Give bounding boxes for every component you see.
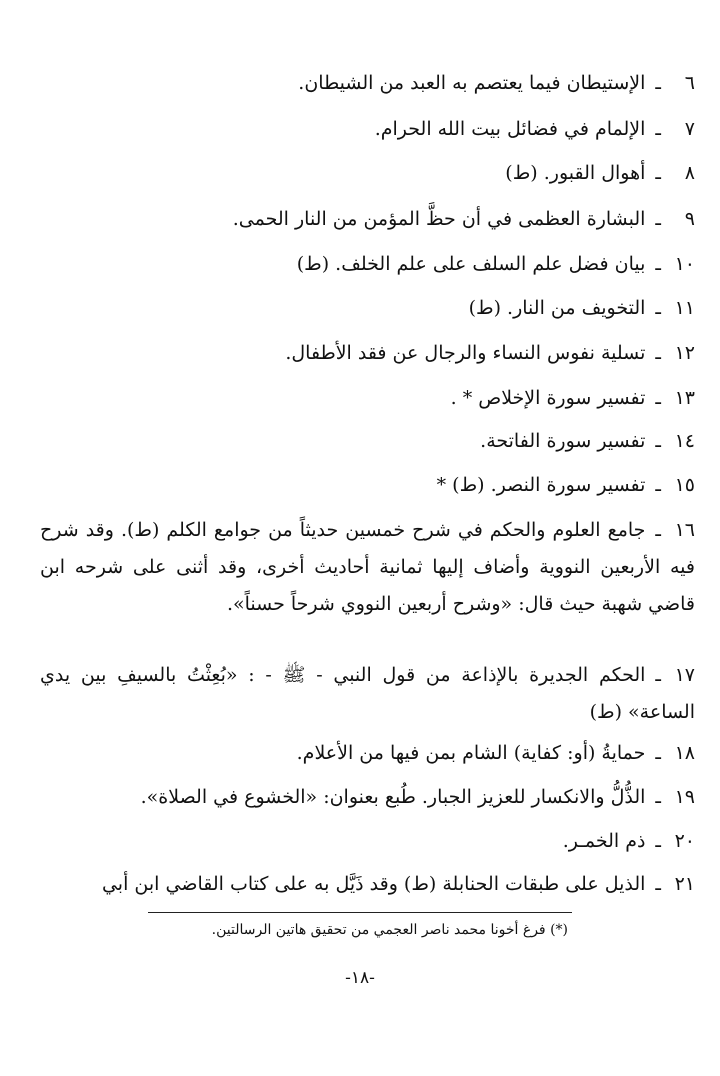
- page-number: -١٨-: [345, 968, 375, 988]
- footnote-divider: [148, 912, 572, 913]
- item-text: تفسير سورة الإخلاص * .: [450, 387, 646, 409]
- item-number: ٨: [684, 162, 695, 184]
- item-dash: ـ: [655, 664, 661, 686]
- item-dash: ـ: [655, 873, 661, 895]
- item-number: ١٥: [674, 474, 695, 496]
- item-number: ١١: [674, 297, 695, 319]
- list-item: [40, 467, 695, 504]
- item-number: ٢٠: [674, 830, 695, 852]
- list-item: [40, 823, 695, 860]
- list-item: [40, 423, 695, 460]
- list-item: [40, 657, 695, 731]
- item-number: ١٣: [674, 387, 695, 409]
- list-item: [40, 201, 695, 238]
- list-item: [40, 155, 695, 192]
- list-item: [40, 335, 695, 372]
- list-item: [40, 512, 695, 623]
- list-item: [40, 246, 695, 283]
- item-text: الذيل على طبقات الحنابلة (ط) وقد ذَيَّل به على كتاب القاضي ابن أبي: [101, 873, 646, 895]
- item-dash: ـ: [655, 253, 661, 275]
- list-item: [40, 735, 695, 772]
- item-dash: ـ: [655, 830, 661, 852]
- item-number: ١٢: [674, 342, 695, 364]
- item-number: ٢١: [674, 873, 695, 895]
- item-dash: ـ: [655, 342, 661, 364]
- item-text: الحكم الجديرة بالإذاعة من قول النبي - ﷺ - : «بُعِثْتُ بالسيفِ بين يدي الساعة» (ط): [40, 664, 695, 723]
- item-number: ٧: [684, 118, 695, 140]
- item-number: ١٧: [674, 664, 695, 686]
- item-number: ١٨: [674, 742, 695, 764]
- item-dash: ـ: [655, 474, 661, 496]
- item-dash: ـ: [655, 387, 661, 409]
- item-dash: ـ: [655, 162, 661, 184]
- item-dash: ـ: [655, 519, 661, 541]
- item-text: الإستيطان فيما يعتصم به العبد من الشيطان.: [298, 72, 646, 94]
- item-dash: ـ: [655, 786, 661, 808]
- item-dash: ـ: [655, 430, 661, 452]
- list-item: [40, 65, 695, 102]
- item-number: ٩: [684, 208, 695, 230]
- item-number: ١٠: [674, 253, 695, 275]
- list-item: [40, 380, 695, 417]
- item-text: التخويف من النار. (ط): [468, 297, 646, 319]
- item-text: بيان فضل علم السلف على علم الخلف. (ط): [296, 253, 646, 275]
- item-text: البشارة العظمى في أن حظَّ المؤمن من النار الحمى.: [232, 208, 646, 230]
- footnote: (*) فرغ أخونا محمد ناصر العجمي من تحقيق هاتين الرسالتين.: [211, 922, 568, 938]
- list-item: [40, 779, 695, 816]
- item-dash: ـ: [655, 208, 661, 230]
- item-text: حمايةُ (أو: كفاية) الشام بمن فيها من الأعلام.: [296, 742, 646, 764]
- item-text: الإلمام في فضائل بيت الله الحرام.: [374, 118, 646, 140]
- item-dash: ـ: [655, 72, 661, 94]
- item-text: أهوال القبور. (ط): [505, 162, 646, 184]
- list-item: [40, 111, 695, 148]
- item-dash: ـ: [655, 118, 661, 140]
- item-text: جامع العلوم والحكم في شرح خمسين حديثاً من جوامع الكلم (ط). وقد شرح فيه الأربعين النووية وأضاف إليها ثمانية أحاديث أخرى، وقد أثنى على شرحه ابن قاضي شهبة حيث قال: «وشرح أربعين النووي شرحاً حسناً».: [40, 519, 695, 615]
- item-text: ذم الخمـر.: [562, 830, 646, 852]
- item-text: تسلية نفوس النساء والرجال عن فقد الأطفال.: [285, 342, 646, 364]
- item-text: تفسير سورة النصر. (ط) *: [436, 474, 646, 496]
- item-text: الذُّلُّ والانكسار للعزيز الجبار. طُبع بعنوان: «الخشوع في الصلاة».: [140, 786, 646, 808]
- item-number: ٦: [684, 72, 695, 94]
- item-number: ١٦: [674, 519, 695, 541]
- item-text: تفسير سورة الفاتحة.: [480, 430, 646, 452]
- item-number: ١٩: [674, 786, 695, 808]
- item-dash: ـ: [655, 297, 661, 319]
- list-item: [40, 290, 695, 327]
- list-item: [40, 866, 695, 903]
- item-dash: ـ: [655, 742, 661, 764]
- item-number: ١٤: [674, 430, 695, 452]
